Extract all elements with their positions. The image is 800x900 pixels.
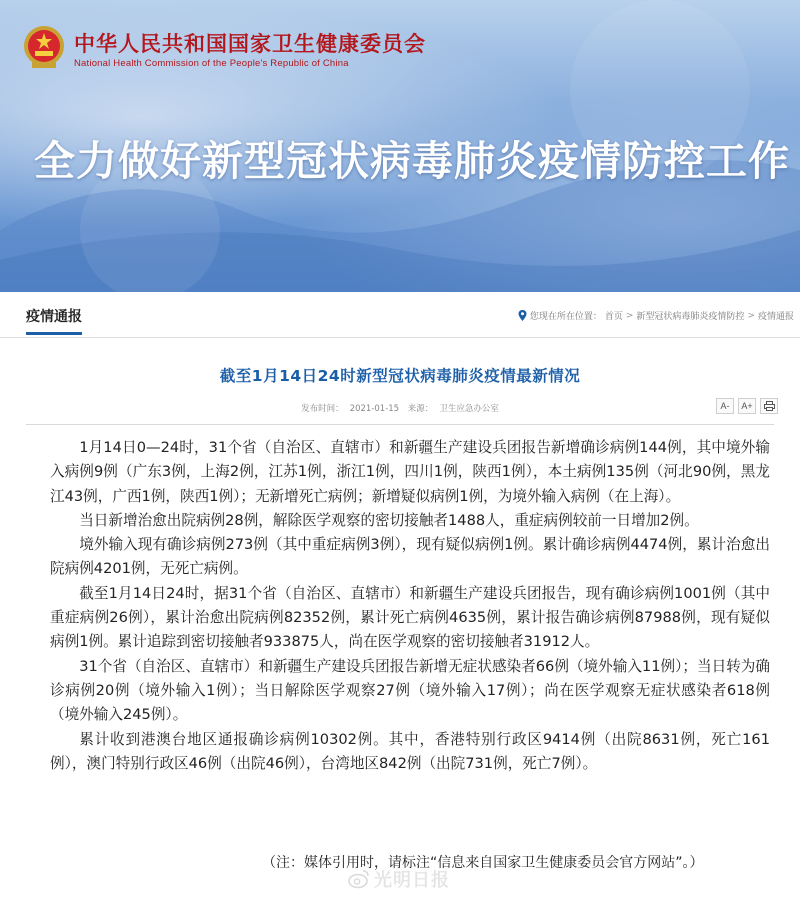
publish-date: 2021-01-15	[349, 404, 400, 414]
article-paragraph: 截至1月14日24时，据31个省（自治区、直辖市）和新疆生产建设兵团报告，现有确诊病例1001例（其中重症病例26例），累计治愈出院病例82352例，累计死亡病例4635例，累计报告确诊病例87988例，现有疑似病例1例。累计追踪到密切接触者933875人，尚在医学观察的密切接触者31912人。	[50, 584, 770, 651]
article-body	[50, 436, 770, 776]
watermark-text: 光明日报	[374, 870, 450, 891]
title-divider	[26, 424, 774, 425]
breadcrumb-item-epidemic-notice[interactable]: 疫情通报	[757, 312, 794, 322]
organization-name-chinese: 中华人民共和国国家卫生健康委员会	[74, 32, 426, 56]
banner-slogan: 全力做好新型冠状病毒肺炎疫情防控工作	[34, 137, 790, 185]
location-pin-icon	[518, 310, 527, 321]
article-paragraph: 31个省（自治区、直辖市）和新疆生产建设兵团报告新增无症状感染者66例（境外输入11例）；当日转为确诊病例20例（境外输入1例）；当日解除医学观察27例（境外输入17例）；尚在医学观察无症状感染者618例（境外输入245例）。	[50, 657, 770, 724]
increase-font-button[interactable]: A+	[738, 398, 756, 414]
breadcrumb-separator: >	[625, 310, 634, 321]
citation-note: （注：媒体引用时，请标注“信息来自国家卫生健康委员会官方网站”。）	[262, 855, 704, 871]
watermark	[348, 866, 450, 892]
publish-label: 发布时间：	[301, 404, 344, 414]
weibo-icon	[348, 869, 370, 889]
source-label: 来源：	[407, 404, 434, 414]
section-header	[0, 292, 800, 338]
article-paragraph: 当日新增治愈出院病例28例，解除医学观察的密切接触者1488人，重症病例较前一日增加2例。	[79, 511, 699, 529]
breadcrumb-item-covid-prevention[interactable]: 新型冠状病毒肺炎疫情防控	[636, 312, 745, 322]
print-icon	[764, 401, 775, 411]
organization-name-english: National Health Commission of the People's Republic of China	[74, 58, 349, 69]
breadcrumb-prefix: 您现在所在位置：	[529, 312, 602, 322]
article-meta	[0, 402, 800, 414]
article-paragraph: 累计收到港澳台地区通报确诊病例10302例。其中，香港特别行政区9414例（出院8631例，死亡161例），澳门特别行政区46例（出院46例），台湾地区842例（出院731例，死亡7例）。	[50, 730, 770, 772]
article-tools	[716, 398, 778, 414]
breadcrumb	[518, 309, 794, 322]
decrease-font-button[interactable]: A-	[716, 398, 734, 414]
breadcrumb-item-home[interactable]: 首页	[604, 312, 623, 322]
article-paragraph: 境外输入现有确诊病例273例（其中重症病例3例），现有疑似病例1例。累计确诊病例4474例，累计治愈出院病例4201例，无死亡病例。	[50, 536, 770, 578]
source-value: 卫生应急办公室	[439, 404, 499, 414]
header-banner	[0, 0, 800, 292]
national-emblem-icon	[22, 24, 66, 70]
article-paragraph: 1月14日0—24时，31个省（自治区、直辖市）和新疆生产建设兵团报告新增确诊病例144例，其中境外输入病例9例（广东3例，上海2例，江苏1例，浙江1例，四川1例，陕西1例），本土病例135例（河北90例，黑龙江43例，广西1例，陕西1例）；无新增死亡病例；新增疑似病例1例，为境外输入病例（在上海）。	[50, 439, 770, 505]
print-button[interactable]	[760, 398, 778, 414]
breadcrumb-separator: >	[747, 310, 755, 321]
article-title: 截至1月14日24时新型冠状病毒肺炎疫情最新情况	[219, 367, 581, 385]
section-tab-epidemic-notice[interactable]: 疫情通报	[26, 306, 82, 335]
